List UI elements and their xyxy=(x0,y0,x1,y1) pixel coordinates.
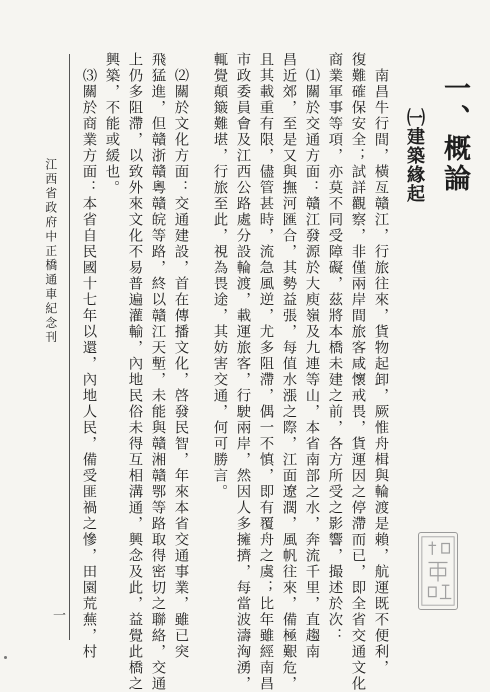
body-column-2: 復難確保安全；試詳觀察，非僅兩岸間旅客咸懷戒畏，貨運因之停滯而已，即全省交通文化 xyxy=(349,52,366,692)
body-column-7: 市政委員會及江西公路處分設輪渡，載運旅客，行駛兩岸，然因人多擁擠，每當波濤洶湧， xyxy=(234,52,251,692)
body-column-9: ⑵關於文化方面：交通建設，首在傳播文化，啓發民智，年來本省交通事業，雖已突 xyxy=(172,52,189,660)
library-stamp-graphic xyxy=(419,533,457,609)
body-column-3: 商業軍事等項，亦莫不同受障礙，茲將本橋未建之前，各方所受之影響，撮述於次： xyxy=(326,52,343,644)
page-number: 一 xyxy=(50,608,65,621)
body-column-8: 輒覺顛簸難堪，行旅至此，視為畏途，其妨害交通，何可勝言。 xyxy=(211,52,228,500)
footer-title: 江西省政府中正橋通車紀念刊 xyxy=(43,158,58,346)
body-column-10: 飛猛進，但贛浙贛粵贛皖等路，終以贛江天塹，未能與贛湘贛鄂等路取得密切之聯絡，交通 xyxy=(149,52,166,692)
body-column-12: 興築，不能或緩也。 xyxy=(103,52,120,196)
margin-rule xyxy=(69,54,70,640)
chapter-title: 一、概論 xyxy=(439,74,470,194)
scan-speck xyxy=(4,656,7,659)
section-title: ㈠建築緣起 xyxy=(404,108,425,203)
body-column-1: 南昌牛行間，橫亙贛江，行旅往來，貨物起卸，厥惟舟楫與輪渡是賴，航運既不便利， xyxy=(372,52,389,676)
library-stamp xyxy=(418,532,458,610)
body-column-5: 昌近郊，至是又與撫河匯合，其勢益張，每值水漲之際，江面遼濶，風帆往來，備極艱危， xyxy=(280,52,297,692)
body-column-6: 且其載重有限，儘管甚時，流急風逆，尤多阻滯，偶一不慎，即有覆舟之虞；比年雖經南昌 xyxy=(257,52,274,692)
body-column-13: ⑶關於商業方面：本省自民國十七年以還，內地人民，備受匪禍之慘，田園荒蕪，村 xyxy=(80,52,97,660)
body-column-11: 上仍多阻滯，以致外來文化不易普遍灌輸，內地民俗未得互相溝通，興念及此，益覺此橋之 xyxy=(126,52,143,692)
body-column-4: ⑴關於交通方面：贛江發源於大庾嶺及九連等山，本省南部之水，奔流千里，直趨南 xyxy=(303,52,320,660)
